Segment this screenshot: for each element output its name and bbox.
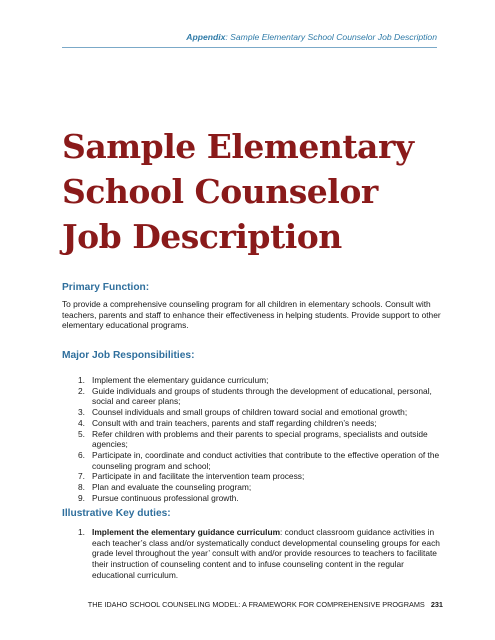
duty-lead: Implement the elementary guidance curriculum [92, 527, 281, 537]
major-responsibilities-list [78, 375, 443, 503]
primary-function-body: To provide a comprehensive counseling program for all children in elementary schools. Consult with teachers, parents and staff to enhance their effectiveness in helping students. Provide support to other elementary educational programs. [62, 299, 441, 331]
list-item-number: 3. [78, 407, 85, 418]
list-item [78, 493, 443, 504]
list-item-text: Pursue continuous professional growth. [92, 492, 239, 503]
list-item-text: Counsel individuals and small groups of children toward social and emotional growth; [92, 407, 408, 418]
list-item-number: 4. [78, 417, 85, 428]
page-title [62, 124, 442, 259]
header-label-rest: : Sample Elementary School Counselor Job Description [225, 32, 437, 42]
title-line-3: Job Description [62, 217, 342, 256]
list-item [78, 407, 443, 418]
list-item-number: 6. [78, 449, 85, 460]
list-item-number: 9. [78, 492, 85, 503]
list-item-text: Guide individuals and groups of students through the development of educational, personal, social and career plans; [92, 385, 432, 407]
list-item [78, 386, 443, 407]
list-item-number: 7. [78, 471, 85, 482]
footer-text: THE IDAHO SCHOOL COUNSELING MODEL: A FRAMEWORK FOR COMPREHENSIVE PROGRAMS [87, 600, 425, 609]
running-header [62, 32, 437, 42]
list-item-number: 1. [78, 527, 85, 537]
illustrative-duties-list [78, 527, 443, 581]
page-footer [62, 600, 443, 609]
list-item-text: Consult with and train teachers, parents and staff regarding children’s needs; [92, 417, 377, 428]
list-item-number: 8. [78, 482, 85, 493]
header-label-bold: Appendix [186, 32, 226, 42]
list-item [78, 418, 443, 429]
list-item-text: Participate in, coordinate and conduct activities that contribute to the effective operation of the counseling program and school; [92, 449, 440, 471]
list-item-text: Plan and evaluate the counseling program; [92, 482, 252, 493]
duty-body: : conduct classroom guidance activities in each teacher’s class and/or systematically conduct developmental counseling groups for each grade level throughout the year’ consult with and/or provide resources to teachers to facilitate their instruction of counseling content and to infuse counseling content in the regular educational curriculum. [92, 527, 440, 580]
list-item [78, 375, 443, 386]
list-item [78, 450, 443, 471]
list-item [78, 471, 443, 482]
title-line-1: Sample Elementary [62, 127, 414, 166]
list-item-text [92, 527, 443, 581]
header-divider [62, 47, 437, 48]
list-item-text: Refer children with problems and their parents to special programs, specialists and outside agencies; [92, 428, 428, 450]
list-item-text: Implement the elementary guidance curriculum; [92, 375, 269, 385]
primary-function-heading: Primary Function: [62, 282, 150, 293]
list-item [78, 429, 443, 450]
page-number: 231 [430, 600, 443, 609]
list-item-number: 2. [78, 385, 85, 396]
major-responsibilities-heading: Major Job Responsibilities: [62, 350, 195, 361]
list-item-number: 5. [78, 428, 85, 439]
list-item-number: 1. [78, 375, 85, 385]
title-line-2: School Counselor [62, 172, 378, 211]
list-item [78, 527, 443, 581]
list-item [78, 482, 443, 493]
list-item-text: Participate in and facilitate the intervention team process; [92, 471, 305, 482]
illustrative-duties-heading: Illustrative Key duties: [62, 508, 171, 519]
